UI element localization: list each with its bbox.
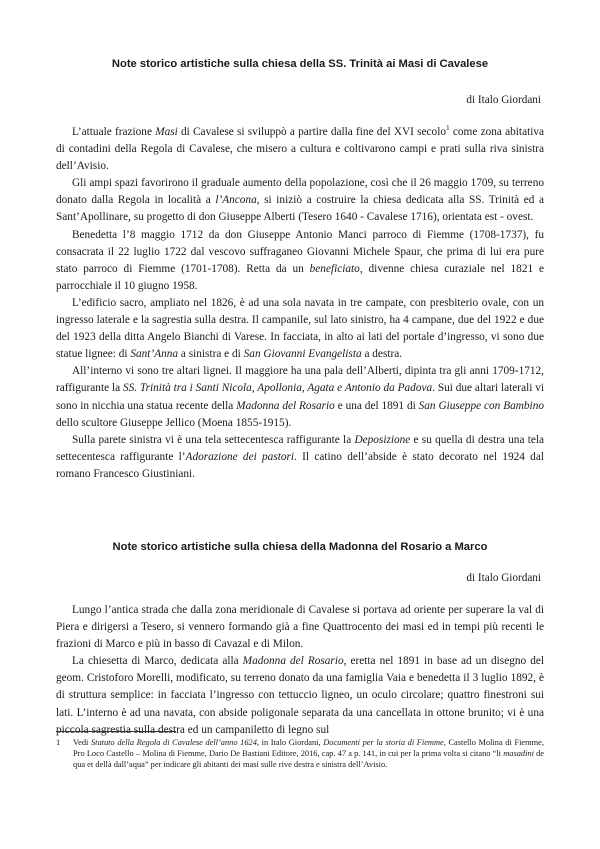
text-run: , divenne chiesa curaziale nel 1821 e parrocchiale il 10 giugno 1958. [56, 262, 544, 292]
author-line-marco: di Italo Giordani [466, 572, 541, 584]
text-run: e su quella di destra una tela settecentesca raffigurante l’ [56, 433, 545, 463]
text-run: a sinistra e di [178, 348, 244, 361]
paragraph [56, 175, 544, 226]
text-run: di Cavalese si sviluppò a partire dalla fine del XVI secolo [177, 126, 446, 138]
paragraph [56, 227, 544, 295]
text-run: Vedi [73, 738, 91, 747]
section-title-marco: Note storico artistiche sulla chiesa della Madonna del Rosario a Marco [112, 541, 488, 553]
italic-text: Madonna del Rosario [242, 655, 344, 668]
italic-text: masadini [503, 749, 534, 759]
footnote [56, 737, 544, 771]
text-run: Benedetta l’8 maggio 1712 da don Giuseppe Antonio Manci parroco di Fiemme (1708-1737), fu consacrata il 22 luglio 1722 dal vescovo suffraganeo Giovanni Michele Spaur, che prima di lui era pure stato parroco di Fiemme (1701-1708). Retta da un [56, 228, 544, 275]
text-run: La chiesetta di Marco, dedicata alla [72, 655, 243, 668]
italic-text: Sant’Anna [130, 348, 179, 361]
text-run: , eretta nel 1891 in base ad un disegno del geom. Cristoforo Morelli, modificato, su terreno donato da una famiglia Vaia e benedetta il 3 luglio 1892, è di struttura semplice: in facciata l’ingresso con tettuccio ligneo, un oculo circolare; quattro finestroni sui lati. L’interno è ad una navata, con abside poligonale separata da una cancellata in ottone brunito; vi è una piccola sagrestia sulla destra ed un campaniletto di legno sul [56, 655, 544, 736]
text-run: Lungo l’antica strada che dalla zona meridionale di Cavalese si portava ad oriente per superare la val di Piera e dirigersi a Tesero, si vennero formando già a fine Quattrocento dei masi ed in tempi più recenti le frazioni di Marco e più in basso di Cavazal e di Milon. [56, 604, 544, 651]
text-run: Gli ampi spazi favorirono il graduale aumento della popolazione, così che il 26 maggio 1709, su terreno donato dalla Regola in località a [56, 177, 544, 207]
text-run: All’interno vi sono tre altari lignei. Il maggiore ha una pala dell’Alberti, dipinta tra gli anni 1709-1712, raffigurante la [56, 365, 544, 395]
paragraph [56, 124, 544, 175]
section-title-trinita: Note storico artistiche sulla chiesa della SS. Trinità ai Masi di Cavalese [111, 58, 489, 70]
italic-text: Adorazione dei pastori [185, 450, 295, 463]
paragraph [56, 432, 544, 483]
italic-text: San Giuseppe con Bambino [418, 399, 544, 412]
italic-text: beneficiato [309, 262, 360, 275]
body-text-marco [56, 602, 544, 739]
text-run: de qua et dellà dall’aqua” per indicare gli abitanti dei masi sulle rive destra e sinistra dell’Avisio. [73, 749, 545, 770]
italic-text: Masi [155, 126, 178, 138]
text-run: , in Italo Giordani, [256, 738, 324, 747]
footnote-divider [56, 731, 176, 732]
text-run: . Sui due altari laterali vi sono in nicchia una statua recente della [56, 382, 544, 412]
italic-text: l’Ancona [215, 194, 257, 207]
text-run: e una del 1891 di [334, 399, 419, 412]
italic-text: SS. Trinità tra i Santi Nicola, Apollonia, Agata e Antonio da Padova [122, 382, 433, 395]
paragraph [56, 363, 544, 431]
paragraph [56, 602, 544, 653]
text-run: come zona abitativa di contadini della Regola di Cavalese, che misero a cultura e coltivarono campi e prati sulla riva sinistra dell’Avisio. [56, 126, 545, 173]
footnote-text [73, 737, 544, 771]
footnote-number: 1 [56, 738, 61, 747]
author-line-trinita: di Italo Giordani [466, 94, 541, 106]
paragraph [56, 295, 544, 363]
text-run: a destra. [361, 348, 403, 361]
text-run: , Castello Molina di Fiemme, Pro Loco Castello – Molina di Fiemme, Dario De Bastiani Editore, 2016, cap. 47 a p. 141, in cui per la prima volta si citano “li [73, 738, 544, 759]
body-text-trinita [56, 124, 544, 483]
italic-text: Documenti per la storia di Fiemme [323, 738, 444, 747]
text-run: . Il catino dell’abside è stato decorato nel 1924 dal romano Francesco Giustiniani. [56, 450, 544, 480]
italic-text: Deposizione [354, 433, 411, 446]
italic-text: San Giovanni Evangelista [243, 348, 362, 361]
text-run: L’edificio sacro, ampliato nel 1826, è ad una sola navata in tre campate, con presbiterio ovale, con un ingresso laterale e la sagrestia sulla destra. Il campanile, sul lato sinistro, ha 4 campane, due del 1922 e due del 1923 della ditta Angelo Bianchi di Varese. In facciata, in alto ai lati del portale d’ingresso, vi sono due statue lignee: di [56, 296, 544, 361]
paragraph [56, 653, 544, 738]
italic-text: Madonna del Rosario [236, 399, 335, 412]
text-run: , si iniziò a costruire la chiesa dedicata alla SS. Trinità ed a Sant’Apollinare, su progetto di don Giuseppe Alberti (Tesero 1640 - Cavalese 1716), orientata est - ovest. [56, 194, 544, 224]
text-run: dello scultore Giuseppe Jellico (Moena 1855-1915). [56, 416, 292, 429]
italic-text: Statuto della Regola di Cavalese dell’anno 1624 [90, 738, 257, 747]
footnote-ref: 1 [446, 123, 450, 133]
text-run: Sulla parete sinistra vi è una tela settecentesca raffigurante la [72, 433, 355, 446]
text-run: L’attuale frazione [72, 126, 156, 138]
